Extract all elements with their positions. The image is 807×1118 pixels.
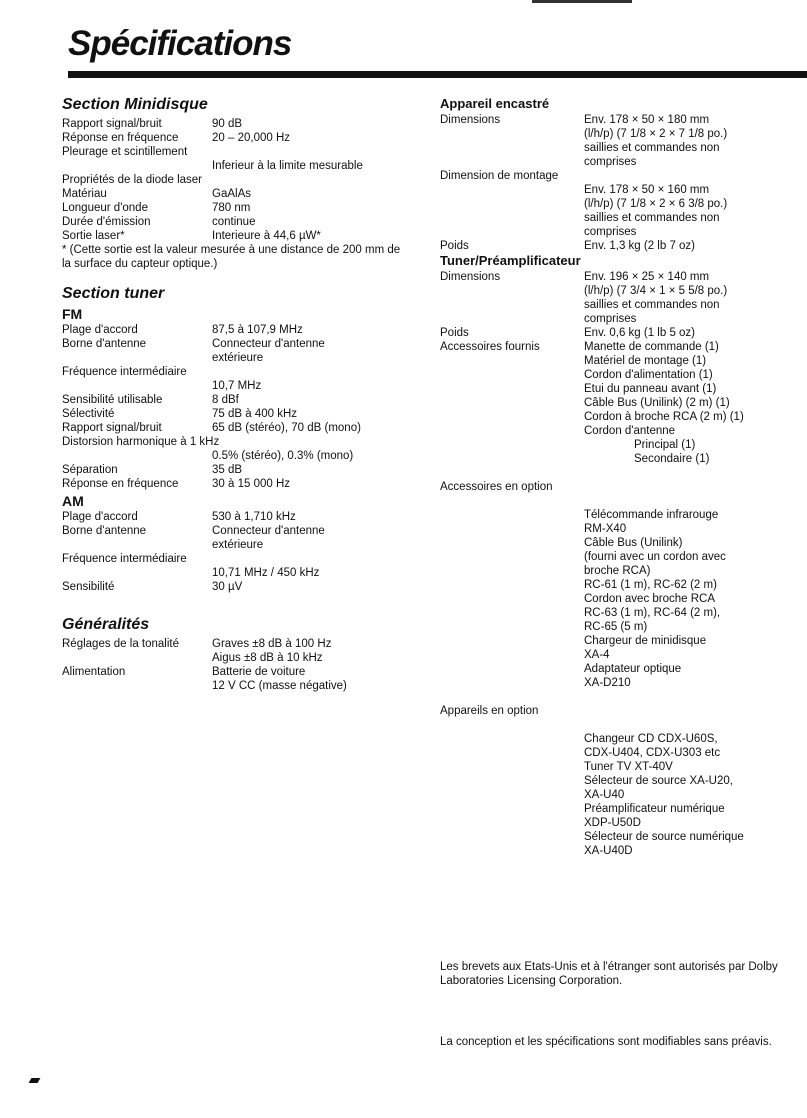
unit-specs bbox=[440, 113, 800, 253]
right-column bbox=[440, 96, 800, 858]
spec-value: 30 à 15 000 Hz bbox=[212, 478, 291, 490]
spec-label: Séparation bbox=[62, 464, 118, 476]
spec-label: Sensibilité bbox=[62, 581, 115, 593]
tuner-section-title: Section tuner bbox=[62, 285, 165, 302]
spec-label: Réponse en fréquence bbox=[62, 478, 179, 490]
spec-row bbox=[440, 270, 800, 284]
list-item: RC-63 (1 m), RC-64 (2 m), bbox=[584, 607, 721, 619]
list-item: Adaptateur optique bbox=[584, 663, 682, 675]
patent-notice: Les brevets aux Etats-Unis et à l'étranger sont autorisés par Dolby Laboratories Licensing Corporation. bbox=[440, 961, 778, 987]
spec-value: Principal (1) bbox=[634, 439, 696, 451]
spec-row bbox=[62, 449, 402, 463]
spec-row bbox=[62, 463, 402, 477]
spec-value: 0.5% (stéréo), 0.3% (mono) bbox=[212, 450, 354, 462]
spec-value: GaAlAs bbox=[212, 188, 251, 200]
spec-row bbox=[62, 201, 402, 215]
spec-label: Réglages de la tonalité bbox=[62, 638, 179, 650]
spec-row bbox=[62, 580, 402, 594]
spec-value: saillies et commandes non bbox=[584, 142, 720, 154]
spec-row bbox=[62, 477, 402, 491]
spec-label: Distorsion harmonique à 1 kHz bbox=[62, 436, 220, 448]
spec-value: 20 – 20,000 Hz bbox=[212, 132, 291, 144]
spec-label: Dimension de montage bbox=[440, 170, 559, 182]
spec-row bbox=[62, 538, 402, 552]
general-specs bbox=[62, 637, 402, 693]
spec-value: 75 dB à 400 kHz bbox=[212, 408, 298, 420]
spec-row bbox=[62, 679, 402, 693]
list-item bbox=[584, 718, 800, 732]
spec-row bbox=[62, 435, 402, 449]
optional-devices-label: Appareils en option bbox=[440, 705, 539, 717]
spec-row bbox=[62, 637, 402, 651]
list-item: XA-U40D bbox=[584, 845, 633, 857]
list-item: Chargeur de minidisque bbox=[584, 635, 707, 647]
list-item: XA-4 bbox=[584, 649, 610, 661]
spec-row bbox=[62, 651, 402, 665]
spec-label: Sensibilité utilisable bbox=[62, 394, 163, 406]
spec-label: Dimensions bbox=[440, 271, 501, 283]
spec-label: Longueur d'onde bbox=[62, 202, 148, 214]
spec-label: Pleurage et scintillement bbox=[62, 146, 188, 158]
spec-value: 87,5 à 107,9 MHz bbox=[212, 324, 303, 336]
spec-label: Fréquence intermédiaire bbox=[62, 366, 187, 378]
fm-specs bbox=[62, 323, 402, 491]
spec-label: Sortie laser* bbox=[62, 230, 125, 242]
spec-row bbox=[62, 665, 402, 679]
spec-row bbox=[62, 131, 402, 145]
spec-value: Interieure à 44,6 µW* bbox=[212, 230, 321, 242]
spec-row bbox=[62, 393, 402, 407]
page-top-mark bbox=[532, 0, 632, 3]
spec-label: Rapport signal/bruit bbox=[62, 422, 162, 434]
am-specs bbox=[62, 510, 402, 594]
list-item: XDP-U50D bbox=[584, 817, 641, 829]
spec-row bbox=[440, 452, 800, 466]
spec-value: Cordon à broche RCA (2 m) (1) bbox=[584, 411, 744, 423]
spec-value: Etui du panneau avant (1) bbox=[584, 383, 717, 395]
spec-value: (l/h/p) (7 3/4 × 1 × 5 5/8 po.) bbox=[584, 285, 728, 297]
spec-row bbox=[440, 354, 800, 368]
spec-value: comprises bbox=[584, 313, 637, 325]
corner-mark bbox=[29, 1078, 41, 1083]
spec-label: Plage d'accord bbox=[62, 324, 138, 336]
spec-label: Sélectivité bbox=[62, 408, 115, 420]
spec-value: 780 nm bbox=[212, 202, 251, 214]
spec-value: 65 dB (stéréo), 70 dB (mono) bbox=[212, 422, 361, 434]
spec-row bbox=[62, 215, 402, 229]
optional-devices-list bbox=[440, 718, 800, 858]
spec-row bbox=[440, 438, 800, 452]
spec-row bbox=[62, 187, 402, 201]
spec-value: Câble Bus (Unilink) (2 m) (1) bbox=[584, 397, 730, 409]
left-column bbox=[62, 96, 402, 693]
spec-label: Alimentation bbox=[62, 666, 126, 678]
list-item: XA-D210 bbox=[584, 677, 631, 689]
list-item: Sélecteur de source XA-U20, bbox=[584, 775, 733, 787]
spec-value: Matériel de montage (1) bbox=[584, 355, 707, 367]
spec-value: extérieure bbox=[212, 539, 264, 551]
optional-devices bbox=[440, 704, 800, 858]
spec-row bbox=[440, 396, 800, 410]
spec-row bbox=[62, 323, 402, 337]
spec-value: continue bbox=[212, 216, 256, 228]
list-item: Cordon avec broche RCA bbox=[584, 593, 716, 605]
spec-row bbox=[440, 410, 800, 424]
spec-value: 530 à 1,710 kHz bbox=[212, 511, 296, 523]
spec-row bbox=[440, 141, 800, 155]
laser-note: * (Cette sortie est la valeur mesurée à une distance de 200 mm de la surface du capteur optique.) bbox=[62, 244, 401, 270]
spec-value: Cordon d'antenne bbox=[584, 425, 676, 437]
spec-row bbox=[62, 117, 402, 131]
spec-value: Env. 1,3 kg (2 lb 7 oz) bbox=[584, 240, 696, 252]
spec-row bbox=[440, 424, 800, 438]
spec-value: Aigus ±8 dB à 10 kHz bbox=[212, 652, 323, 664]
spec-label: Borne d'antenne bbox=[62, 525, 147, 537]
list-item: Préamplificateur numérique bbox=[584, 803, 725, 815]
spec-label: Fréquence intermédiaire bbox=[62, 553, 187, 565]
spec-label: Accessoires fournis bbox=[440, 341, 540, 353]
spec-row bbox=[62, 379, 402, 393]
optional-accessories-label: Accessoires en option bbox=[440, 481, 553, 493]
spec-label: Dimensions bbox=[440, 114, 501, 126]
list-item: (fourni avec un cordon avec bbox=[584, 551, 726, 563]
spec-row bbox=[62, 351, 402, 365]
spec-value: Env. 0,6 kg (1 lb 5 oz) bbox=[584, 327, 696, 339]
minidisc-section-title: Section Minidisque bbox=[62, 96, 208, 113]
spec-row bbox=[62, 421, 402, 435]
spec-value: Connecteur d'antenne bbox=[212, 338, 325, 350]
spec-row bbox=[440, 127, 800, 141]
tuner-pre-specs bbox=[440, 270, 800, 466]
spec-label: Plage d'accord bbox=[62, 511, 138, 523]
spec-value: extérieure bbox=[212, 352, 264, 364]
list-item: broche RCA) bbox=[584, 565, 651, 577]
spec-value: 35 dB bbox=[212, 464, 243, 476]
spec-value: Env. 178 × 50 × 180 mm bbox=[584, 114, 710, 126]
spec-row bbox=[440, 113, 800, 127]
spec-value: 12 V CC (masse négative) bbox=[212, 680, 347, 692]
minidisc-specs bbox=[62, 117, 402, 243]
spec-value: Graves ±8 dB à 100 Hz bbox=[212, 638, 332, 650]
list-item: XA-U40 bbox=[584, 789, 625, 801]
spec-row bbox=[440, 340, 800, 354]
spec-row bbox=[440, 326, 800, 340]
spec-row bbox=[440, 211, 800, 225]
spec-row bbox=[62, 566, 402, 580]
spec-row bbox=[62, 510, 402, 524]
list-item: Sélecteur de source numérique bbox=[584, 831, 744, 843]
list-item: RC-65 (5 m) bbox=[584, 621, 648, 633]
spec-row bbox=[62, 552, 402, 566]
optional-accessories bbox=[440, 480, 800, 690]
tuner-pre-section-title: Tuner/Préamplificateur bbox=[440, 253, 581, 268]
list-item: CDX-U404, CDX-U303 etc bbox=[584, 747, 721, 759]
spec-row bbox=[440, 298, 800, 312]
spec-row bbox=[62, 337, 402, 351]
spec-value: 10,71 MHz / 450 kHz bbox=[212, 567, 320, 579]
spec-value: Connecteur d'antenne bbox=[212, 525, 325, 537]
spec-value: Manette de commande (1) bbox=[584, 341, 719, 353]
list-item: Changeur CD CDX-U60S, bbox=[584, 733, 718, 745]
spec-row bbox=[440, 169, 800, 183]
list-item: Télécommande infrarouge bbox=[584, 509, 719, 521]
am-label: AM bbox=[62, 493, 84, 509]
list-item: Câble Bus (Unilink) bbox=[584, 537, 683, 549]
fm-label: FM bbox=[62, 306, 83, 322]
spec-row bbox=[62, 173, 402, 187]
spec-row bbox=[62, 145, 402, 159]
spec-label: Propriétés de la diode laser bbox=[62, 174, 202, 186]
spec-value: comprises bbox=[584, 226, 637, 238]
spec-value: Batterie de voiture bbox=[212, 666, 306, 678]
spec-label: Matériau bbox=[62, 188, 107, 200]
spec-value: (l/h/p) (7 1/8 × 2 × 7 1/8 po.) bbox=[584, 128, 728, 140]
spec-row bbox=[62, 524, 402, 538]
general-section-title: Généralités bbox=[62, 616, 150, 633]
spec-row bbox=[62, 365, 402, 379]
spec-row bbox=[440, 183, 800, 197]
spec-row bbox=[62, 229, 402, 243]
spec-value: Secondaire (1) bbox=[634, 453, 710, 465]
spec-value: (l/h/p) (7 1/8 × 2 × 6 3/8 po.) bbox=[584, 198, 728, 210]
spec-row bbox=[440, 312, 800, 326]
spec-change-notice: La conception et les spécifications sont modifiables sans préavis. bbox=[440, 1036, 772, 1048]
spec-value: saillies et commandes non bbox=[584, 212, 720, 224]
unit-section-title: Appareil encastré bbox=[440, 96, 550, 111]
spec-row bbox=[62, 407, 402, 421]
list-item bbox=[584, 494, 800, 508]
spec-value: Env. 196 × 25 × 140 mm bbox=[584, 271, 710, 283]
spec-value: 30 µV bbox=[212, 581, 243, 593]
spec-row bbox=[440, 197, 800, 211]
optional-accessories-list bbox=[440, 494, 800, 690]
list-item: Tuner TV XT-40V bbox=[584, 761, 673, 773]
spec-row bbox=[62, 159, 402, 173]
spec-label: Borne d'antenne bbox=[62, 338, 147, 350]
spec-label: Rapport signal/bruit bbox=[62, 118, 162, 130]
spec-label: Durée d'émission bbox=[62, 216, 151, 228]
page-title: Spécifications bbox=[68, 24, 292, 63]
spec-label: Poids bbox=[440, 240, 469, 252]
spec-value: Env. 178 × 50 × 160 mm bbox=[584, 184, 710, 196]
spec-value: Inferieur à la limite mesurable bbox=[212, 160, 363, 172]
spec-row bbox=[440, 225, 800, 239]
list-item: RC-61 (1 m), RC-62 (2 m) bbox=[584, 579, 717, 591]
spec-value: saillies et commandes non bbox=[584, 299, 720, 311]
spec-value: comprises bbox=[584, 156, 637, 168]
spec-row bbox=[440, 368, 800, 382]
list-item: RM-X40 bbox=[584, 523, 627, 535]
title-rule bbox=[68, 71, 807, 78]
spec-row bbox=[440, 382, 800, 396]
spec-row bbox=[440, 284, 800, 298]
spec-row bbox=[440, 239, 800, 253]
spec-label: Poids bbox=[440, 327, 469, 339]
spec-row bbox=[440, 155, 800, 169]
spec-value: 90 dB bbox=[212, 118, 243, 130]
spec-value: Cordon d'alimentation (1) bbox=[584, 369, 713, 381]
spec-value: 8 dBf bbox=[212, 394, 239, 406]
spec-label: Réponse en fréquence bbox=[62, 132, 179, 144]
spec-value: 10,7 MHz bbox=[212, 380, 262, 392]
